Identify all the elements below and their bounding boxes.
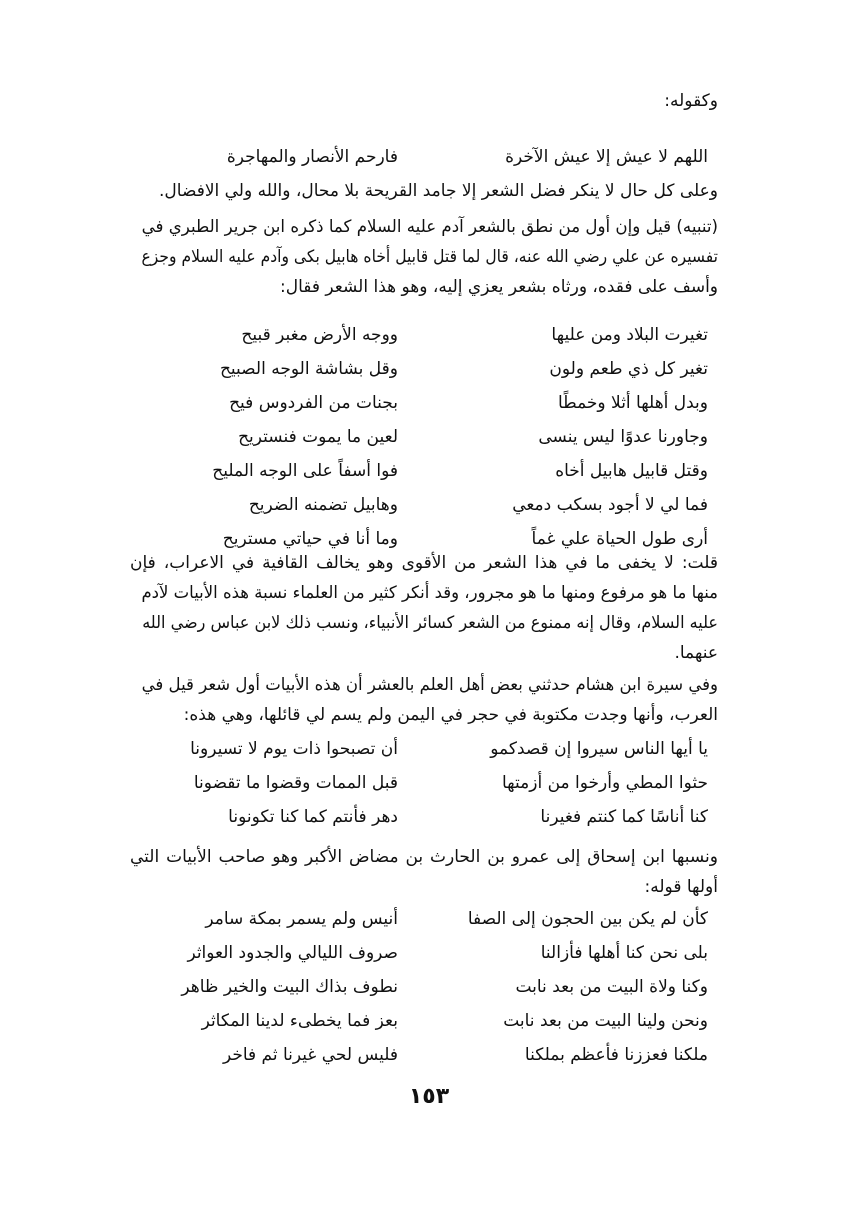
- intro-line: وكقوله:: [664, 91, 718, 111]
- paragraph-line: (تنبيه) قيل وإن أول من نطق بالشعر آدم عليه السلام كما ذكره ابن جرير الطبري في: [141, 217, 718, 237]
- paragraph-line: ونسبها ابن إسحاق إلى عمرو بن الحارث بن مضاض الأكبر وهو صاحب الأبيات التي: [130, 847, 718, 867]
- verse-second-half: أنيس ولم يسمر بمكة سامر: [205, 909, 398, 929]
- paragraph-line: عليه السلام، وقال إنه ممنوع من الشعر كسائر الأنبياء، ونسب ذلك لابن عباس رضي الله: [142, 613, 718, 633]
- verse-first-half: كنا أناسًا كما كنتم فغيرنا: [540, 807, 708, 827]
- page-number: ١٥٣: [408, 1084, 450, 1109]
- verse-second-half: بعز فما يخطىء لدينا المكاثر: [201, 1011, 398, 1031]
- verse-second-half: لعين ما يموت فنستريح: [238, 427, 398, 447]
- verse-second-half: فليس لحي غيرنا ثم فاخر: [222, 1045, 398, 1065]
- verse-first-half: أرى طول الحياة علي غماً: [531, 529, 708, 549]
- verse-second-half: صروف الليالي والجدود العواثر: [187, 943, 398, 963]
- verse-first-half: بلى نحن كنا أهلها فأزالنا: [540, 943, 708, 963]
- verse-second-half: دهر فأنتم كما كنا تكونونا: [228, 807, 398, 827]
- verse-first-half: وبدل أهلها أثلا وخمطًا: [557, 393, 708, 413]
- verse-first-half: وجاورنا عدوًا ليس ينسى: [538, 427, 708, 447]
- paragraph-line: وأسف على فقده، ورثاه بشعر يعزي إليه، وهو هذا الشعر فقال:: [280, 277, 718, 297]
- verse-first-half: حثوا المطي وأرخوا من أزمتها: [502, 773, 708, 793]
- paragraph-line: عنهما.: [674, 643, 718, 663]
- verse-first-half: كأن لم يكن بين الحجون إلى الصفا: [467, 909, 708, 929]
- paragraph-line: أولها قوله:: [644, 877, 718, 897]
- paragraph-line: قلت: لا يخفى ما في هذا الشعر من الأقوى وهو يخالف القافية في الاعراب، فإن: [130, 553, 718, 573]
- verse-second-half: بجنات من الفردوس فيح: [229, 393, 398, 413]
- verse-first-half: فما لي لا أجود بسكب دمعي: [512, 495, 708, 515]
- paragraph-line: تفسيره عن علي رضي الله عنه، قال لما قتل قابيل أخاه هابيل بكى وآدم عليه السلام وجزع: [141, 247, 718, 267]
- paragraph-line: العرب، وأنها وجدت مكتوبة في حجر في اليمن ولم يسم لي قائلها، وهي هذه:: [183, 705, 718, 725]
- verse-second-half: وهابيل تضمنه الضريح: [248, 495, 398, 515]
- verse-second-half: فوا أسفاً على الوجه المليح: [212, 461, 398, 481]
- verse-second-half: فارحم الأنصار والمهاجرة: [226, 147, 398, 167]
- verse-first-half: ونحن ولينا البيت من بعد نابت: [503, 1011, 708, 1031]
- verse-first-half: اللهم لا عيش إلا عيش الآخرة: [505, 147, 708, 167]
- verse-second-half: وما أنا في حياتي مستريح: [222, 529, 398, 549]
- verse-first-half: تغيرت البلاد ومن عليها: [551, 325, 708, 345]
- verse-second-half: أن تصبحوا ذات يوم لا تسيرونا: [190, 739, 398, 759]
- verse-second-half: نطوف بذاك البيت والخير ظاهر: [181, 977, 398, 997]
- paragraph-line: منها ما هو مرفوع ومنها ما هو مجرور، وقد أنكر كثير من العلماء نسبة هذه الأبيات لآدم: [141, 583, 718, 603]
- verse-first-half: تغير كل ذي طعم ولون: [549, 359, 708, 379]
- verse-second-half: وقل بشاشة الوجه الصبيح: [219, 359, 398, 379]
- verse-first-half: وكنا ولاة البيت من بعد نابت: [515, 977, 708, 997]
- paragraph-line: وعلى كل حال لا ينكر فضل الشعر إلا جامد القريحة بلا محال، والله ولي الافضال.: [159, 181, 718, 201]
- verse-second-half: قبل الممات وقضوا ما تقضونا: [193, 773, 398, 793]
- verse-first-half: يا أيها الناس سيروا إن قصدكمو: [490, 739, 708, 759]
- verse-second-half: ووجه الأرض مغبر قبيح: [241, 325, 398, 345]
- verse-first-half: وقتل قابيل هابيل أخاه: [555, 461, 708, 481]
- paragraph-line: وفي سيرة ابن هشام حدثني بعض أهل العلم بالعشر أن هذه الأبيات أول شعر قيل في: [141, 675, 719, 695]
- verse-first-half: ملكنا فعززنا فأعظم بملكنا: [524, 1045, 708, 1065]
